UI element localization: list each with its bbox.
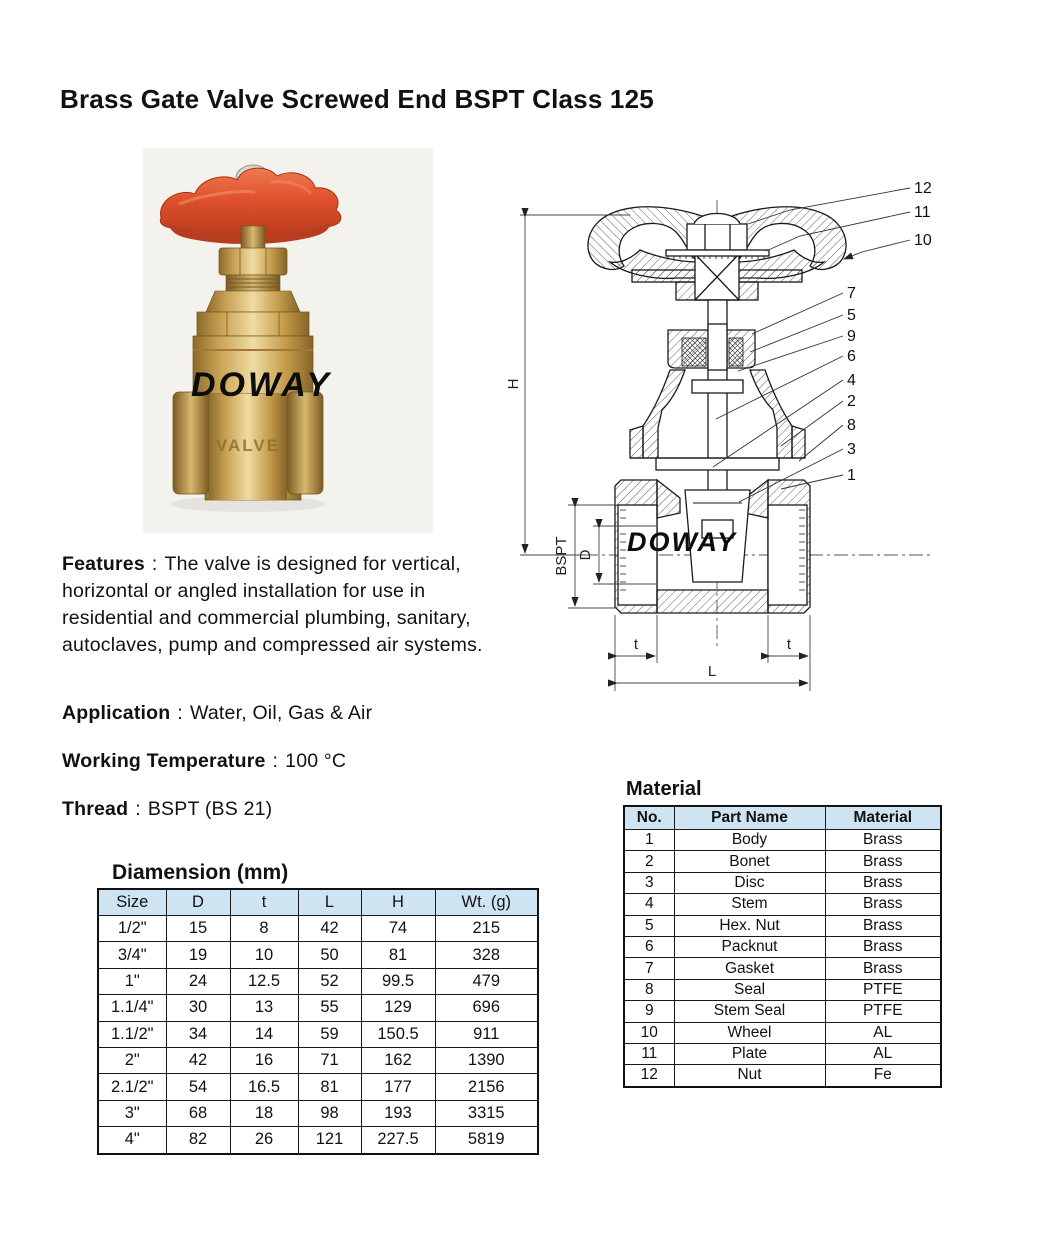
table-cell: 2" (98, 1047, 166, 1073)
column-header: H (361, 889, 435, 916)
table-cell: 5819 (435, 1127, 538, 1154)
table-cell: 68 (166, 1100, 230, 1126)
table-cell: Fe (825, 1065, 941, 1087)
callout-2: 2 (847, 393, 856, 410)
table-cell: PTFE (825, 979, 941, 1000)
table-cell: Hex. Nut (674, 915, 825, 936)
neck (206, 291, 300, 312)
callout-7: 7 (847, 285, 856, 302)
table-cell: 121 (298, 1127, 361, 1154)
callout-3: 3 (847, 441, 856, 458)
table-row (624, 894, 941, 915)
table-cell: Brass (825, 851, 941, 872)
table-row (98, 1074, 538, 1100)
table-cell: Stem Seal (674, 1001, 825, 1022)
table-cell: 3 (624, 872, 674, 893)
spec-thread (62, 796, 272, 823)
table-cell: Nut (674, 1065, 825, 1087)
table-cell: Seal (674, 979, 825, 1000)
spec-separator: : (177, 702, 183, 724)
table-cell: Brass (825, 915, 941, 936)
material-table (623, 805, 942, 1088)
table-cell: 696 (435, 995, 538, 1021)
table-cell: 4 (624, 894, 674, 915)
table-cell: Brass (825, 872, 941, 893)
table-cell: Brass (825, 830, 941, 851)
table-row (98, 942, 538, 968)
table-cell: 81 (361, 942, 435, 968)
table-row (98, 916, 538, 942)
table-cell: 10 (624, 1022, 674, 1043)
table-cell: 24 (166, 968, 230, 994)
dimension-table-title: Diamension (mm) (112, 861, 289, 884)
spec-application-text: Water, Oil, Gas & Air (190, 702, 373, 724)
callout-5: 5 (847, 307, 856, 324)
spec-working-temperature-text: 100 °C (285, 750, 347, 772)
table-cell: 328 (435, 942, 538, 968)
table-cell: 193 (361, 1100, 435, 1126)
table-row (98, 995, 538, 1021)
product-photo (143, 148, 433, 533)
table-cell: Gasket (674, 958, 825, 979)
table-cell: 82 (166, 1127, 230, 1154)
table-row (624, 936, 941, 957)
column-header: D (166, 889, 230, 916)
table-cell: Body (674, 830, 825, 851)
table-cell: Plate (674, 1043, 825, 1064)
table-cell: 30 (166, 995, 230, 1021)
spec-thread-label: Thread (62, 798, 129, 820)
dimension-table (97, 888, 539, 1155)
header-row (98, 889, 538, 916)
spec-working-temperature (62, 748, 346, 775)
table-row (624, 958, 941, 979)
table-cell: 227.5 (361, 1127, 435, 1154)
table-row (624, 915, 941, 936)
table-cell: Stem (674, 894, 825, 915)
table-row (624, 1001, 941, 1022)
table-cell: Brass (825, 936, 941, 957)
spec-features (62, 551, 494, 659)
table-cell: 8 (230, 916, 298, 942)
table-cell: 1" (98, 968, 166, 994)
right-port (287, 392, 323, 494)
table-cell: 177 (361, 1074, 435, 1100)
column-header: L (298, 889, 361, 916)
table-cell: 18 (230, 1100, 298, 1126)
column-header: No. (624, 806, 674, 830)
callout-6: 6 (847, 348, 856, 365)
table-cell: 71 (298, 1047, 361, 1073)
table-cell: PTFE (825, 1001, 941, 1022)
table-cell: 1390 (435, 1047, 538, 1073)
table-cell: 34 (166, 1021, 230, 1047)
callout-8: 8 (847, 417, 856, 434)
table-cell: 9 (624, 1001, 674, 1022)
table-cell: 19 (166, 942, 230, 968)
material-table-title: Material (626, 778, 702, 800)
table-row (624, 851, 941, 872)
table-row (624, 1043, 941, 1064)
table-row (624, 979, 941, 1000)
callout-9: 9 (847, 328, 856, 345)
table-cell: AL (825, 1043, 941, 1064)
table-cell: 12 (624, 1065, 674, 1087)
table-cell: 3/4" (98, 942, 166, 968)
table-row (624, 1065, 941, 1087)
callout-numbers (847, 180, 932, 484)
table-cell: 911 (435, 1021, 538, 1047)
stem (241, 226, 265, 249)
header-row (624, 806, 941, 830)
table-cell: 8 (624, 979, 674, 1000)
embossed-valve-text: VALVE (215, 436, 281, 455)
table-cell: 52 (298, 968, 361, 994)
column-header: Material (825, 806, 941, 830)
table-row (98, 968, 538, 994)
column-header: Wt. (g) (435, 889, 538, 916)
table-cell: 129 (361, 995, 435, 1021)
table-cell: Brass (825, 894, 941, 915)
table-cell: 50 (298, 942, 361, 968)
table-cell: 26 (230, 1127, 298, 1154)
table-row (98, 1127, 538, 1154)
page-title: Brass Gate Valve Screwed End BSPT Class 125 (60, 84, 654, 114)
table-cell: 16 (230, 1047, 298, 1073)
table-cell: Packnut (674, 936, 825, 957)
table-row (98, 1100, 538, 1126)
table-cell: Disc (674, 872, 825, 893)
valve-photo-illustration (143, 148, 433, 533)
table-cell: 4" (98, 1127, 166, 1154)
table-cell: 150.5 (361, 1021, 435, 1047)
table-cell: 14 (230, 1021, 298, 1047)
table-cell: 162 (361, 1047, 435, 1073)
table-cell: 2156 (435, 1074, 538, 1100)
dim-t-left-label: t (633, 636, 639, 653)
table-row (624, 872, 941, 893)
drawing-watermark: DOWAY (627, 527, 737, 557)
table-cell: 2.1/2" (98, 1074, 166, 1100)
table-cell: 55 (298, 995, 361, 1021)
table-cell: 16.5 (230, 1074, 298, 1100)
spec-separator: : (151, 553, 158, 575)
callout-4: 4 (847, 372, 856, 389)
table-cell: 98 (298, 1100, 361, 1126)
table-cell: 479 (435, 968, 538, 994)
table-row (624, 830, 941, 851)
column-header: Size (98, 889, 166, 916)
table-cell: 11 (624, 1043, 674, 1064)
callout-1: 1 (847, 467, 856, 484)
table-cell: 7 (624, 958, 674, 979)
table-cell: 13 (230, 995, 298, 1021)
table-cell: 1.1/2" (98, 1021, 166, 1047)
column-header: t (230, 889, 298, 916)
callout-12: 12 (914, 180, 932, 197)
photo-watermark: DOWAY (191, 366, 332, 404)
table-cell: 42 (166, 1047, 230, 1073)
table-cell: 6 (624, 936, 674, 957)
spec-thread-text: BSPT (BS 21) (147, 798, 273, 820)
callout-11: 11 (914, 204, 931, 221)
dim-d-label: D (577, 549, 594, 561)
bonnet-hex (197, 312, 309, 336)
table-cell: 81 (298, 1074, 361, 1100)
table-row (624, 1022, 941, 1043)
spec-separator: : (135, 798, 141, 820)
callout-10: 10 (914, 232, 932, 249)
table-cell: 3315 (435, 1100, 538, 1126)
dimension-lines (520, 215, 810, 691)
wheel-section (588, 207, 846, 300)
table-cell: 5 (624, 915, 674, 936)
spec-application (62, 700, 372, 727)
spec-working-temperature-label: Working Temperature (62, 750, 266, 772)
left-port (173, 392, 209, 494)
table-cell: 99.5 (361, 968, 435, 994)
table-row (98, 1047, 538, 1073)
table-cell: 10 (230, 942, 298, 968)
table-cell: 42 (298, 916, 361, 942)
table-cell: 15 (166, 916, 230, 942)
spec-application-label: Application (62, 702, 171, 724)
table-cell: 3" (98, 1100, 166, 1126)
table-row (98, 1021, 538, 1047)
table-cell: 1/2" (98, 916, 166, 942)
table-cell: Bonet (674, 851, 825, 872)
table-cell: 54 (166, 1074, 230, 1100)
table-cell: 12.5 (230, 968, 298, 994)
packing-nut (219, 248, 287, 275)
table-cell: AL (825, 1022, 941, 1043)
table-cell: Wheel (674, 1022, 825, 1043)
table-cell: 2 (624, 851, 674, 872)
spec-features-text: The valve is designed for vertical, horizontal or angled installation for use in residential and commercial plumbing, sanitary, autoclaves, pump and compressed air systems. (62, 553, 483, 656)
dim-l-label: L (707, 663, 717, 680)
spec-features-label: Features (62, 553, 145, 575)
table-cell: 59 (298, 1021, 361, 1047)
packnut-section (668, 324, 755, 370)
dim-bspt-label: BSPT (553, 536, 570, 576)
dim-h-label: H (505, 378, 522, 390)
table-cell: Brass (825, 958, 941, 979)
spec-separator: : (272, 750, 279, 772)
table-cell: 1 (624, 830, 674, 851)
table-cell: 74 (361, 916, 435, 942)
column-header: Part Name (674, 806, 825, 830)
table-cell: 1.1/4" (98, 995, 166, 1021)
dim-t-right-label: t (786, 636, 792, 653)
technical-drawing (480, 158, 980, 703)
table-cell: 215 (435, 916, 538, 942)
